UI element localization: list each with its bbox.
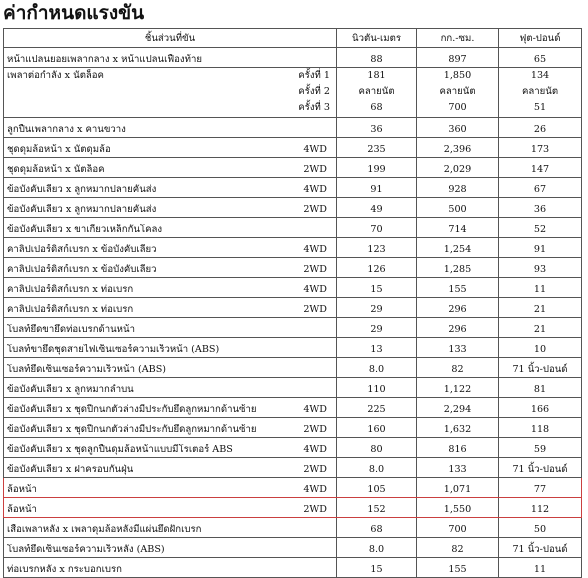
part-cell [4,158,337,178]
value-kg-cm [417,68,499,118]
table-row [4,478,582,498]
part-label: ชุดดุมล้อหน้า x นัตดุมล้อ [7,144,111,155]
value-ft-lb: 71 นิ้ว-ปอนด์ [499,538,582,558]
value-kg-cm: 155 [417,558,499,578]
value-newton-meter: 36 [337,118,417,138]
value-ft-lb: 77 [499,478,582,498]
value-newton-meter: 8.0 [337,358,417,378]
part-cell [4,458,337,478]
part-cell [4,518,337,538]
drive-type-label: 2WD [303,204,327,215]
part-label: ข้อบังคับเลี้ยว x ชุดลูกปืนดุมล้อหน้าแบบมีโรเตอร์ ABS [7,444,233,455]
value-newton-meter: 70 [337,218,417,238]
part-cell [4,298,337,318]
part-label: ลูกปืนเพลากลาง x คานขวาง [7,124,126,135]
value-newton-meter: 91 [337,178,417,198]
table-body [4,48,582,578]
part-label: ข้อบังคับเลี้ยว x ขาเกี่ยวเหล็กกันโคลง [7,224,163,235]
part-label: ล้อหน้า [7,504,37,515]
table-row [4,68,582,118]
value-kg-cm: 296 [417,318,499,338]
value-kg-cm: 816 [417,438,499,458]
value-ft-lb: 71 นิ้ว-ปอนด์ [499,358,582,378]
value-ft-lb-step: 51 [533,102,547,113]
part-cell [4,118,337,138]
table-row [4,398,582,418]
part-label: เพลาต่อกำลัง x นัตล็อค [7,70,104,81]
value-newton-meter: 225 [337,398,417,418]
value-kg-cm: 1,254 [417,238,499,258]
table-row [4,338,582,358]
part-cell [4,258,337,278]
value-kg-cm: 2,396 [417,138,499,158]
part-label: ล้อหน้า [7,484,37,495]
part-label: คาลิปเปอร์ดิสก์เบรก x ข้อบังคับเลี้ยว [7,244,157,255]
part-label: โบลท์ยึดเซ็นเซอร์ความเร็วหน้า (ABS) [7,364,167,375]
value-kg-cm: 82 [417,538,499,558]
value-ft-lb: 59 [499,438,582,458]
drive-type-label: 2WD [303,424,327,435]
part-label: ข้อบังคับเลี้ยว x ชุดปีกนกตัวล่างมีประกับยึดลูกหมากด้านซ้าย [7,404,257,415]
drive-type-label: 4WD [303,184,327,195]
value-ft-lb: 21 [499,318,582,338]
drive-type-label: 4WD [303,484,327,495]
value-newton-meter-step: 181 [367,70,386,81]
value-newton-meter: 15 [337,278,417,298]
table-row [4,258,582,278]
part-label: คาลิปเปอร์ดิสก์เบรก x ท่อเบรก [7,284,134,295]
drive-type-label: 2WD [303,264,327,275]
value-kg-cm: 133 [417,338,499,358]
table-row [4,358,582,378]
table-row [4,48,582,68]
page-title: ค่ากำหนดแรงขัน [3,2,145,24]
drive-type-label: 4WD [303,404,327,415]
torque-spec-table [3,28,582,578]
value-kg-cm: 1,122 [417,378,499,398]
value-kg-cm: 82 [417,358,499,378]
table-row [4,418,582,438]
table-row [4,518,582,538]
step-label: ครั้งที่ 3 [298,102,330,113]
value-newton-meter: 29 [337,318,417,338]
part-cell [4,318,337,338]
part-cell [4,558,337,578]
value-ft-lb: 93 [499,258,582,278]
value-newton-meter: 199 [337,158,417,178]
table-row [4,438,582,458]
part-cell [4,538,337,558]
part-cell [4,278,337,298]
value-kg-cm: 714 [417,218,499,238]
value-ft-lb: 10 [499,338,582,358]
part-label: เสื้อเพลาหลัง x เพลาดุมล้อหลังมีแผ่นยึดฝักเบรก [7,524,202,535]
value-ft-lb: 91 [499,238,582,258]
part-cell [4,478,337,498]
value-newton-meter: 8.0 [337,538,417,558]
drive-type-label: 2WD [303,464,327,475]
table-row [4,278,582,298]
value-newton-meter: 49 [337,198,417,218]
part-label: โบลท์ยึดเซ็นเซอร์ความเร็วหลัง (ABS) [7,544,165,555]
value-newton-meter [337,68,417,118]
value-ft-lb: 71 นิ้ว-ปอนด์ [499,458,582,478]
value-newton-meter: 160 [337,418,417,438]
part-label: หน้าแปลนยอยเพลากลาง x หน้าแปลนเฟืองท้าย [7,54,202,65]
part-cell [4,238,337,258]
value-ft-lb: 11 [499,558,582,578]
value-kg-cm: 1,632 [417,418,499,438]
part-label: ข้อบังคับเลี้ยว x ฝาครอบกันฝุ่น [7,464,134,475]
value-ft-lb: 21 [499,298,582,318]
part-label: ท่อเบรกหลัง x กระบอกเบรก [7,564,122,575]
part-label: ข้อบังคับเลี้ยว x ลูกหมากลำบน [7,384,134,395]
part-label: ชุดดุมล้อหน้า x นัตล็อค [7,164,105,175]
value-kg-cm: 2,294 [417,398,499,418]
value-kg-cm: 1,285 [417,258,499,278]
header-ft-lb: ฟุต-ปอนด์ [499,29,582,48]
header-part: ชิ้นส่วนที่ขัน [4,29,337,48]
value-newton-meter: 15 [337,558,417,578]
part-label: คาลิปเปอร์ดิสก์เบรก x ท่อเบรก [7,304,134,315]
header-newton-meter: นิวตัน-เมตร [337,29,417,48]
table-row [4,318,582,338]
value-kg-cm: 928 [417,178,499,198]
step-label: ครั้งที่ 2 [298,86,330,97]
value-newton-meter: 80 [337,438,417,458]
part-cell [4,498,337,518]
table-row [4,538,582,558]
value-kg-cm: 360 [417,118,499,138]
value-ft-lb-step: คลายนัต [521,86,559,97]
value-kg-cm-step: คลายนัต [439,86,476,97]
value-ft-lb [499,68,582,118]
table-row [4,178,582,198]
table-row [4,118,582,138]
table-row [4,298,582,318]
value-newton-meter-step: คลายนัต [358,86,395,97]
value-ft-lb: 166 [499,398,582,418]
value-newton-meter: 13 [337,338,417,358]
part-cell [4,378,337,398]
part-cell [4,198,337,218]
part-cell [4,438,337,458]
value-newton-meter: 235 [337,138,417,158]
value-ft-lb: 81 [499,378,582,398]
value-ft-lb: 52 [499,218,582,238]
table-row [4,558,582,578]
drive-type-label: 4WD [303,144,327,155]
table-row [4,158,582,178]
step-label: ครั้งที่ 1 [298,70,330,81]
value-kg-cm: 133 [417,458,499,478]
value-newton-meter: 152 [337,498,417,518]
value-ft-lb-step: 134 [530,70,550,81]
value-newton-meter: 8.0 [337,458,417,478]
table-row [4,238,582,258]
part-label: ข้อบังคับเลี้ยว x ลูกหมากปลายคันส่ง [7,204,157,215]
value-ft-lb: 26 [499,118,582,138]
part-label: โบลท์ยึดขายึดท่อเบรกด้านหน้า [7,324,135,335]
value-ft-lb: 11 [499,278,582,298]
value-kg-cm: 2,029 [417,158,499,178]
value-newton-meter: 126 [337,258,417,278]
part-cell [4,358,337,378]
part-cell [4,218,337,238]
drive-type-label: 4WD [303,244,327,255]
value-kg-cm: 700 [417,518,499,538]
table-row [4,218,582,238]
value-kg-cm: 296 [417,298,499,318]
drive-type-label: 2WD [303,164,327,175]
table-row [4,198,582,218]
header-kg-cm: กก.-ซม. [417,29,499,48]
part-cell [4,48,337,68]
part-label: ข้อบังคับเลี้ยว x ลูกหมากปลายคันส่ง [7,184,157,195]
value-kg-cm: 1,071 [417,478,499,498]
value-newton-meter-step: 68 [370,102,383,113]
table-row [4,378,582,398]
part-cell [4,418,337,438]
value-newton-meter: 123 [337,238,417,258]
part-cell [4,68,337,118]
value-kg-cm: 155 [417,278,499,298]
value-ft-lb: 65 [499,48,582,68]
part-label: ข้อบังคับเลี้ยว x ชุดปีกนกตัวล่างมีประกับยึดลูกหมากด้านซ้าย [7,424,257,435]
value-ft-lb: 36 [499,198,582,218]
value-ft-lb: 147 [499,158,582,178]
table-row [4,498,582,518]
part-label: โบลท์ขายึดชุดสายไฟเซ็นเซอร์ความเร็วหน้า (ABS) [7,344,220,355]
drive-type-label: 2WD [303,304,327,315]
value-kg-cm: 500 [417,198,499,218]
value-kg-cm: 1,550 [417,498,499,518]
value-newton-meter: 110 [337,378,417,398]
part-cell [4,338,337,358]
part-cell [4,398,337,418]
value-newton-meter: 88 [337,48,417,68]
value-ft-lb: 118 [499,418,582,438]
part-label: คาลิปเปอร์ดิสก์เบรก x ข้อบังคับเลี้ยว [7,264,157,275]
value-newton-meter: 105 [337,478,417,498]
part-cell [4,138,337,158]
value-ft-lb: 173 [499,138,582,158]
value-newton-meter: 68 [337,518,417,538]
value-newton-meter: 29 [337,298,417,318]
value-ft-lb: 112 [499,498,582,518]
table-row [4,138,582,158]
part-cell [4,178,337,198]
drive-type-label: 4WD [303,284,327,295]
table-header-row [4,29,582,48]
value-kg-cm-step: 1,850 [443,70,472,81]
value-ft-lb: 50 [499,518,582,538]
value-kg-cm-step: 700 [448,102,467,113]
value-ft-lb: 67 [499,178,582,198]
drive-type-label: 2WD [303,504,327,515]
table-row [4,458,582,478]
value-kg-cm: 897 [417,48,499,68]
drive-type-label: 4WD [303,444,327,455]
